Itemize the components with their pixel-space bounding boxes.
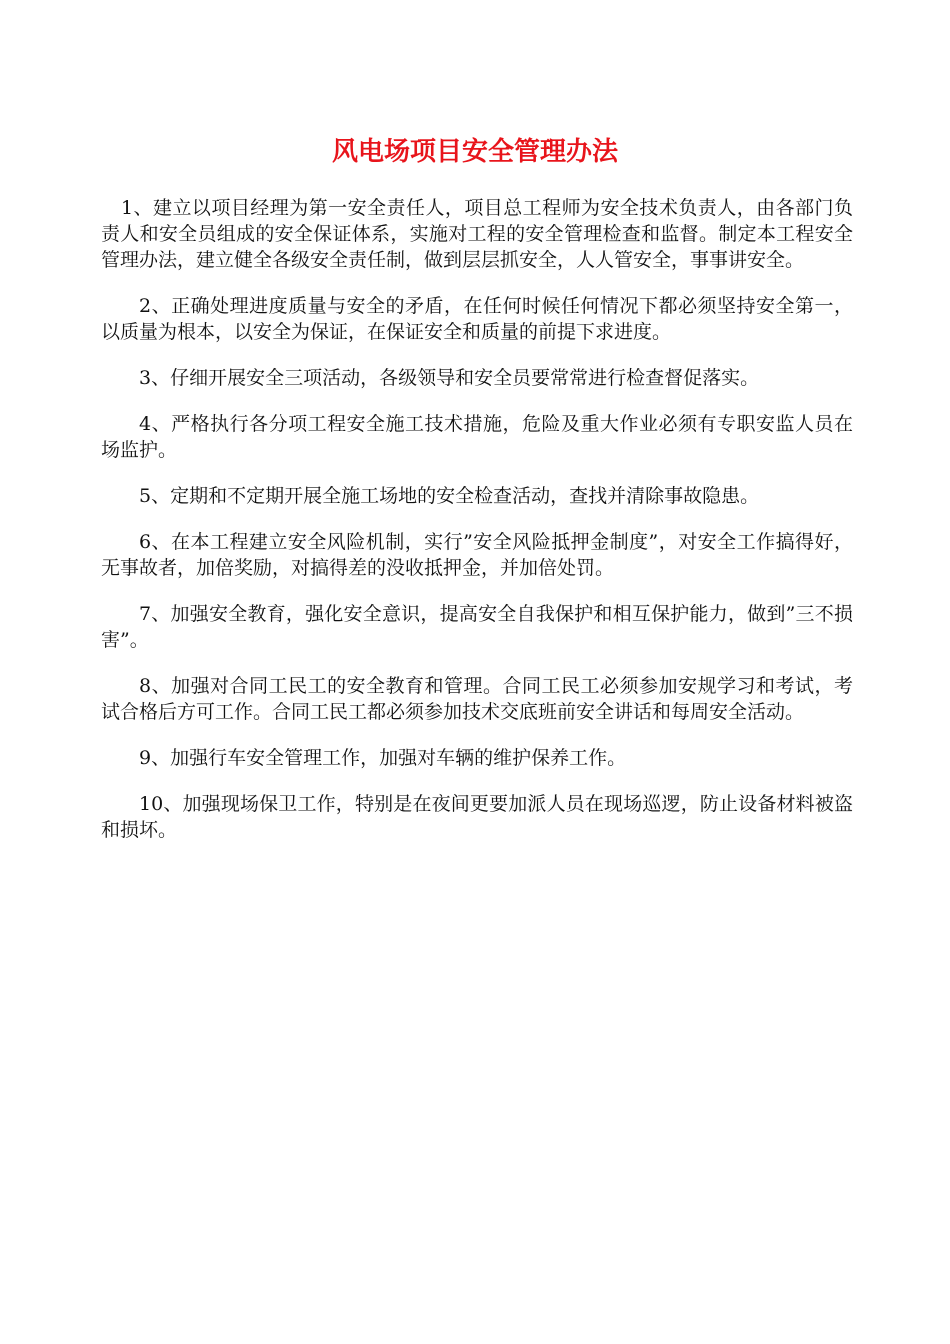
paragraph-7: 7、加强安全教育，强化安全意识，提高安全自我保护和相互保护能力，做到”三不损害”。: [101, 603, 853, 651]
paragraph-1: 1、建立以项目经理为第一安全责任人，项目总工程师为安全技术负责人，由各部门负责人和安全员组成的安全保证体系，实施对工程的安全管理检查和监督。制定本工程安全管理办法，建立健全各级安全责任制，做到层层抓安全，人人管安全，事事讲安全。: [101, 197, 853, 271]
paragraph-2: 2、正确处理进度质量与安全的矛盾，在任何时候任何情况下都必须坚持安全第一，以质量为根本，以安全为保证，在保证安全和质量的前提下求进度。: [101, 295, 853, 343]
document-title: 风电场项目安全管理办法: [331, 137, 618, 167]
paragraph-3: 3、仔细开展安全三项活动，各级领导和安全员要常常进行检查督促落实。: [139, 367, 760, 389]
paragraph-6: 6、在本工程建立安全风险机制，实行”安全风险抵押金制度”，对安全工作搞得好，无事故者，加倍奖励，对搞得差的没收抵押金，并加倍处罚。: [101, 531, 853, 579]
document-body: [101, 195, 853, 863]
paragraph-9: 9、加强行车安全管理工作，加强对车辆的维护保养工作。: [139, 747, 627, 769]
paragraph-4: 4、严格执行各分项工程安全施工技术措施，危险及重大作业必须有专职安监人员在场监护。: [101, 413, 853, 461]
paragraph-10: 10、加强现场保卫工作，特别是在夜间更要加派人员在现场巡逻，防止设备材料被盗和损坏。: [101, 793, 853, 841]
paragraph-5: 5、定期和不定期开展全施工场地的安全检查活动，查找并清除事故隐患。: [139, 485, 760, 507]
paragraph-8: 8、加强对合同工民工的安全教育和管理。合同工民工必须参加安规学习和考试，考试合格后方可工作。合同工民工都必须参加技术交底班前安全讲话和每周安全活动。: [101, 675, 853, 723]
